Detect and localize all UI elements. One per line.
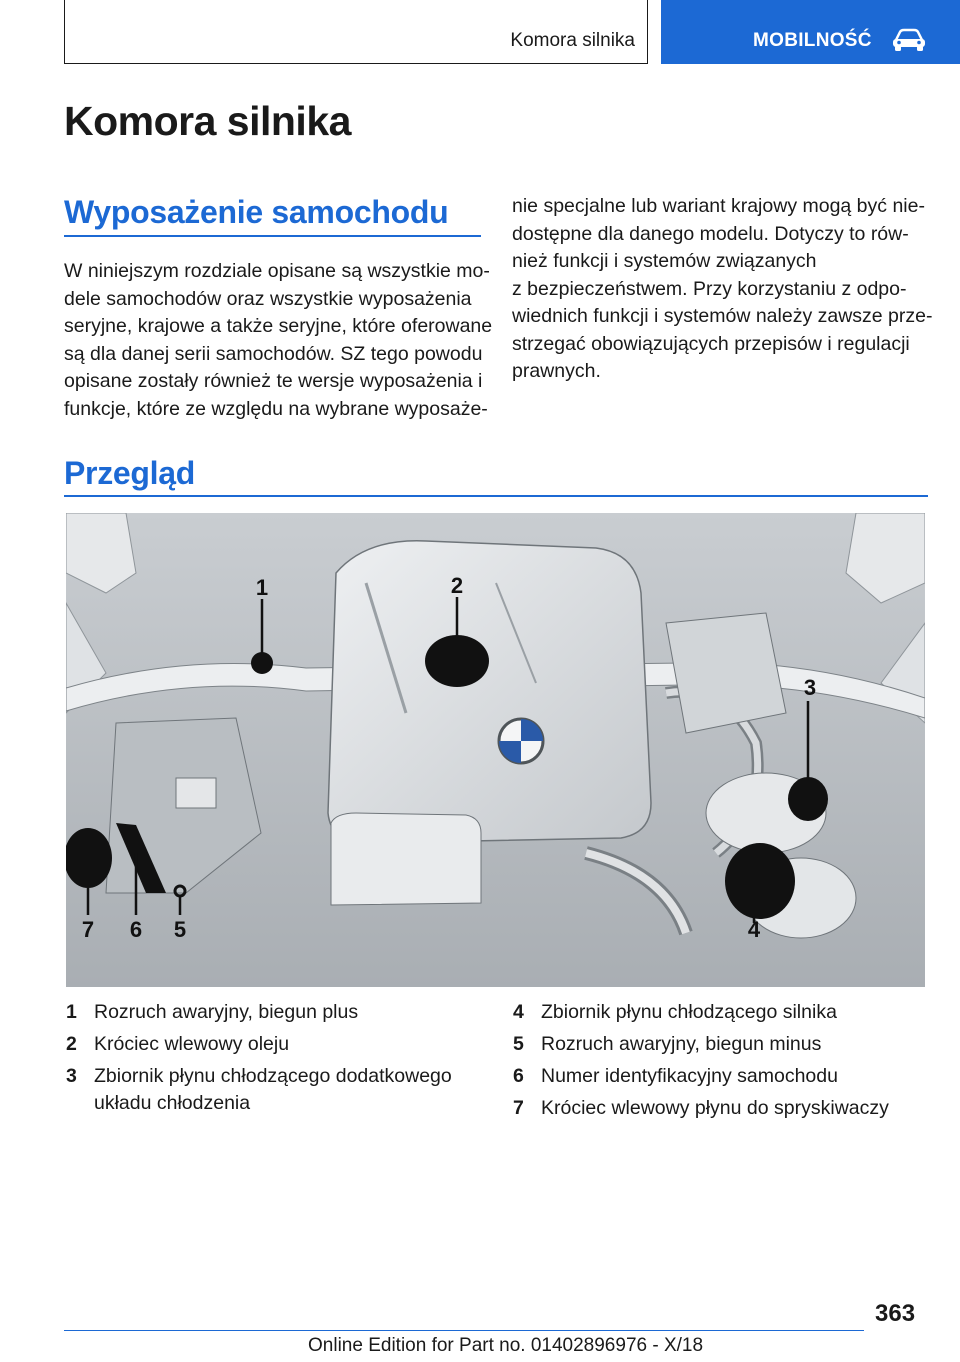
legend-text-continued: układu chłodzenia <box>94 1092 251 1114</box>
figure-label-6: 6 <box>129 917 143 942</box>
mobility-tab-label: MOBILNOŚĆ <box>753 30 872 51</box>
mobility-tab[interactable] <box>661 0 960 64</box>
text-line: strzegać obowiązujących przepisów i regulacji <box>512 332 910 355</box>
text-line: funkcje, które ze względu na wybrane wyposaże‐ <box>64 397 488 420</box>
legend-number: 4 <box>513 1001 524 1023</box>
overview-heading: Przegląd <box>64 455 195 491</box>
text-line: prawnych. <box>512 360 601 382</box>
legend-text: Króciec wlewowy oleju <box>94 1033 290 1055</box>
text-line: seryjne, krajowe a także seryjne, które oferowane <box>64 315 493 337</box>
figure-label-5: 5 <box>173 917 187 942</box>
legend-number: 5 <box>513 1033 524 1055</box>
figure-label-2: 2 <box>450 573 464 598</box>
equipment-text-col2 <box>512 193 933 386</box>
legend-text: Rozruch awaryjny, biegun plus <box>94 1001 359 1023</box>
section-tab <box>64 0 648 64</box>
figure-label-7: 7 <box>81 917 95 942</box>
legend-text: Zbiornik płynu chłodzącego silnika <box>541 1001 837 1023</box>
text-line: nie specjalne lub wariant krajowy mogą być nie‐ <box>512 195 925 217</box>
text-line: dostępne dla danego modelu. Dotyczy to rów‐ <box>512 222 909 245</box>
text-line: wiednich funkcji i systemów należy zawsze prze‐ <box>512 305 933 327</box>
figure-label-3: 3 <box>803 675 817 700</box>
equipment-heading-rule <box>64 235 481 237</box>
text-line: dele samochodów oraz wszystkie wyposażenia <box>64 287 472 310</box>
legend-text: Rozruch awaryjny, biegun minus <box>541 1033 822 1055</box>
legend-number: 2 <box>66 1033 77 1055</box>
footer-rule <box>64 1330 864 1331</box>
figure-label-1: 1 <box>255 575 269 600</box>
overview-heading-rule <box>64 495 928 497</box>
legend-text: Króciec wlewowy płynu do spryskiwaczy <box>541 1097 889 1119</box>
legend-number: 6 <box>513 1065 524 1087</box>
edition-info: Online Edition for Part no. 01402896976 - X/18 <box>308 1335 704 1356</box>
section-tab-label: Komora silnika <box>510 30 635 51</box>
legend-number: 1 <box>66 1001 77 1023</box>
text-line: opisane zostały również te wersje wyposażenia i <box>64 370 483 392</box>
legend-number: 3 <box>66 1065 77 1087</box>
car-icon <box>891 27 927 53</box>
text-line: W niniejszym rozdziale opisane są wszystkie mo‐ <box>64 260 490 282</box>
equipment-heading: Wyposażenie samochodu <box>64 194 449 230</box>
legend-text: Numer identyfikacyjny samochodu <box>541 1065 838 1087</box>
text-line: z bezpieczeństwem. Przy korzystaniu z odpo‐ <box>512 277 907 300</box>
engine-bay-drawing <box>66 513 925 987</box>
text-line: są dla danej serii samochodów. SZ tego powodu <box>64 342 483 365</box>
legend-number: 7 <box>513 1097 524 1119</box>
legend-text: Zbiornik płynu chłodzącego dodatkowego <box>94 1065 452 1087</box>
engine-compartment-illustration <box>66 513 925 987</box>
page-title: Komora silnika <box>64 98 351 144</box>
equipment-text-col1 <box>64 258 492 423</box>
figure-label-4: 4 <box>747 917 761 942</box>
text-line: nież funkcji i systemów związanych <box>512 250 817 272</box>
page-number: 363 <box>875 1300 916 1327</box>
